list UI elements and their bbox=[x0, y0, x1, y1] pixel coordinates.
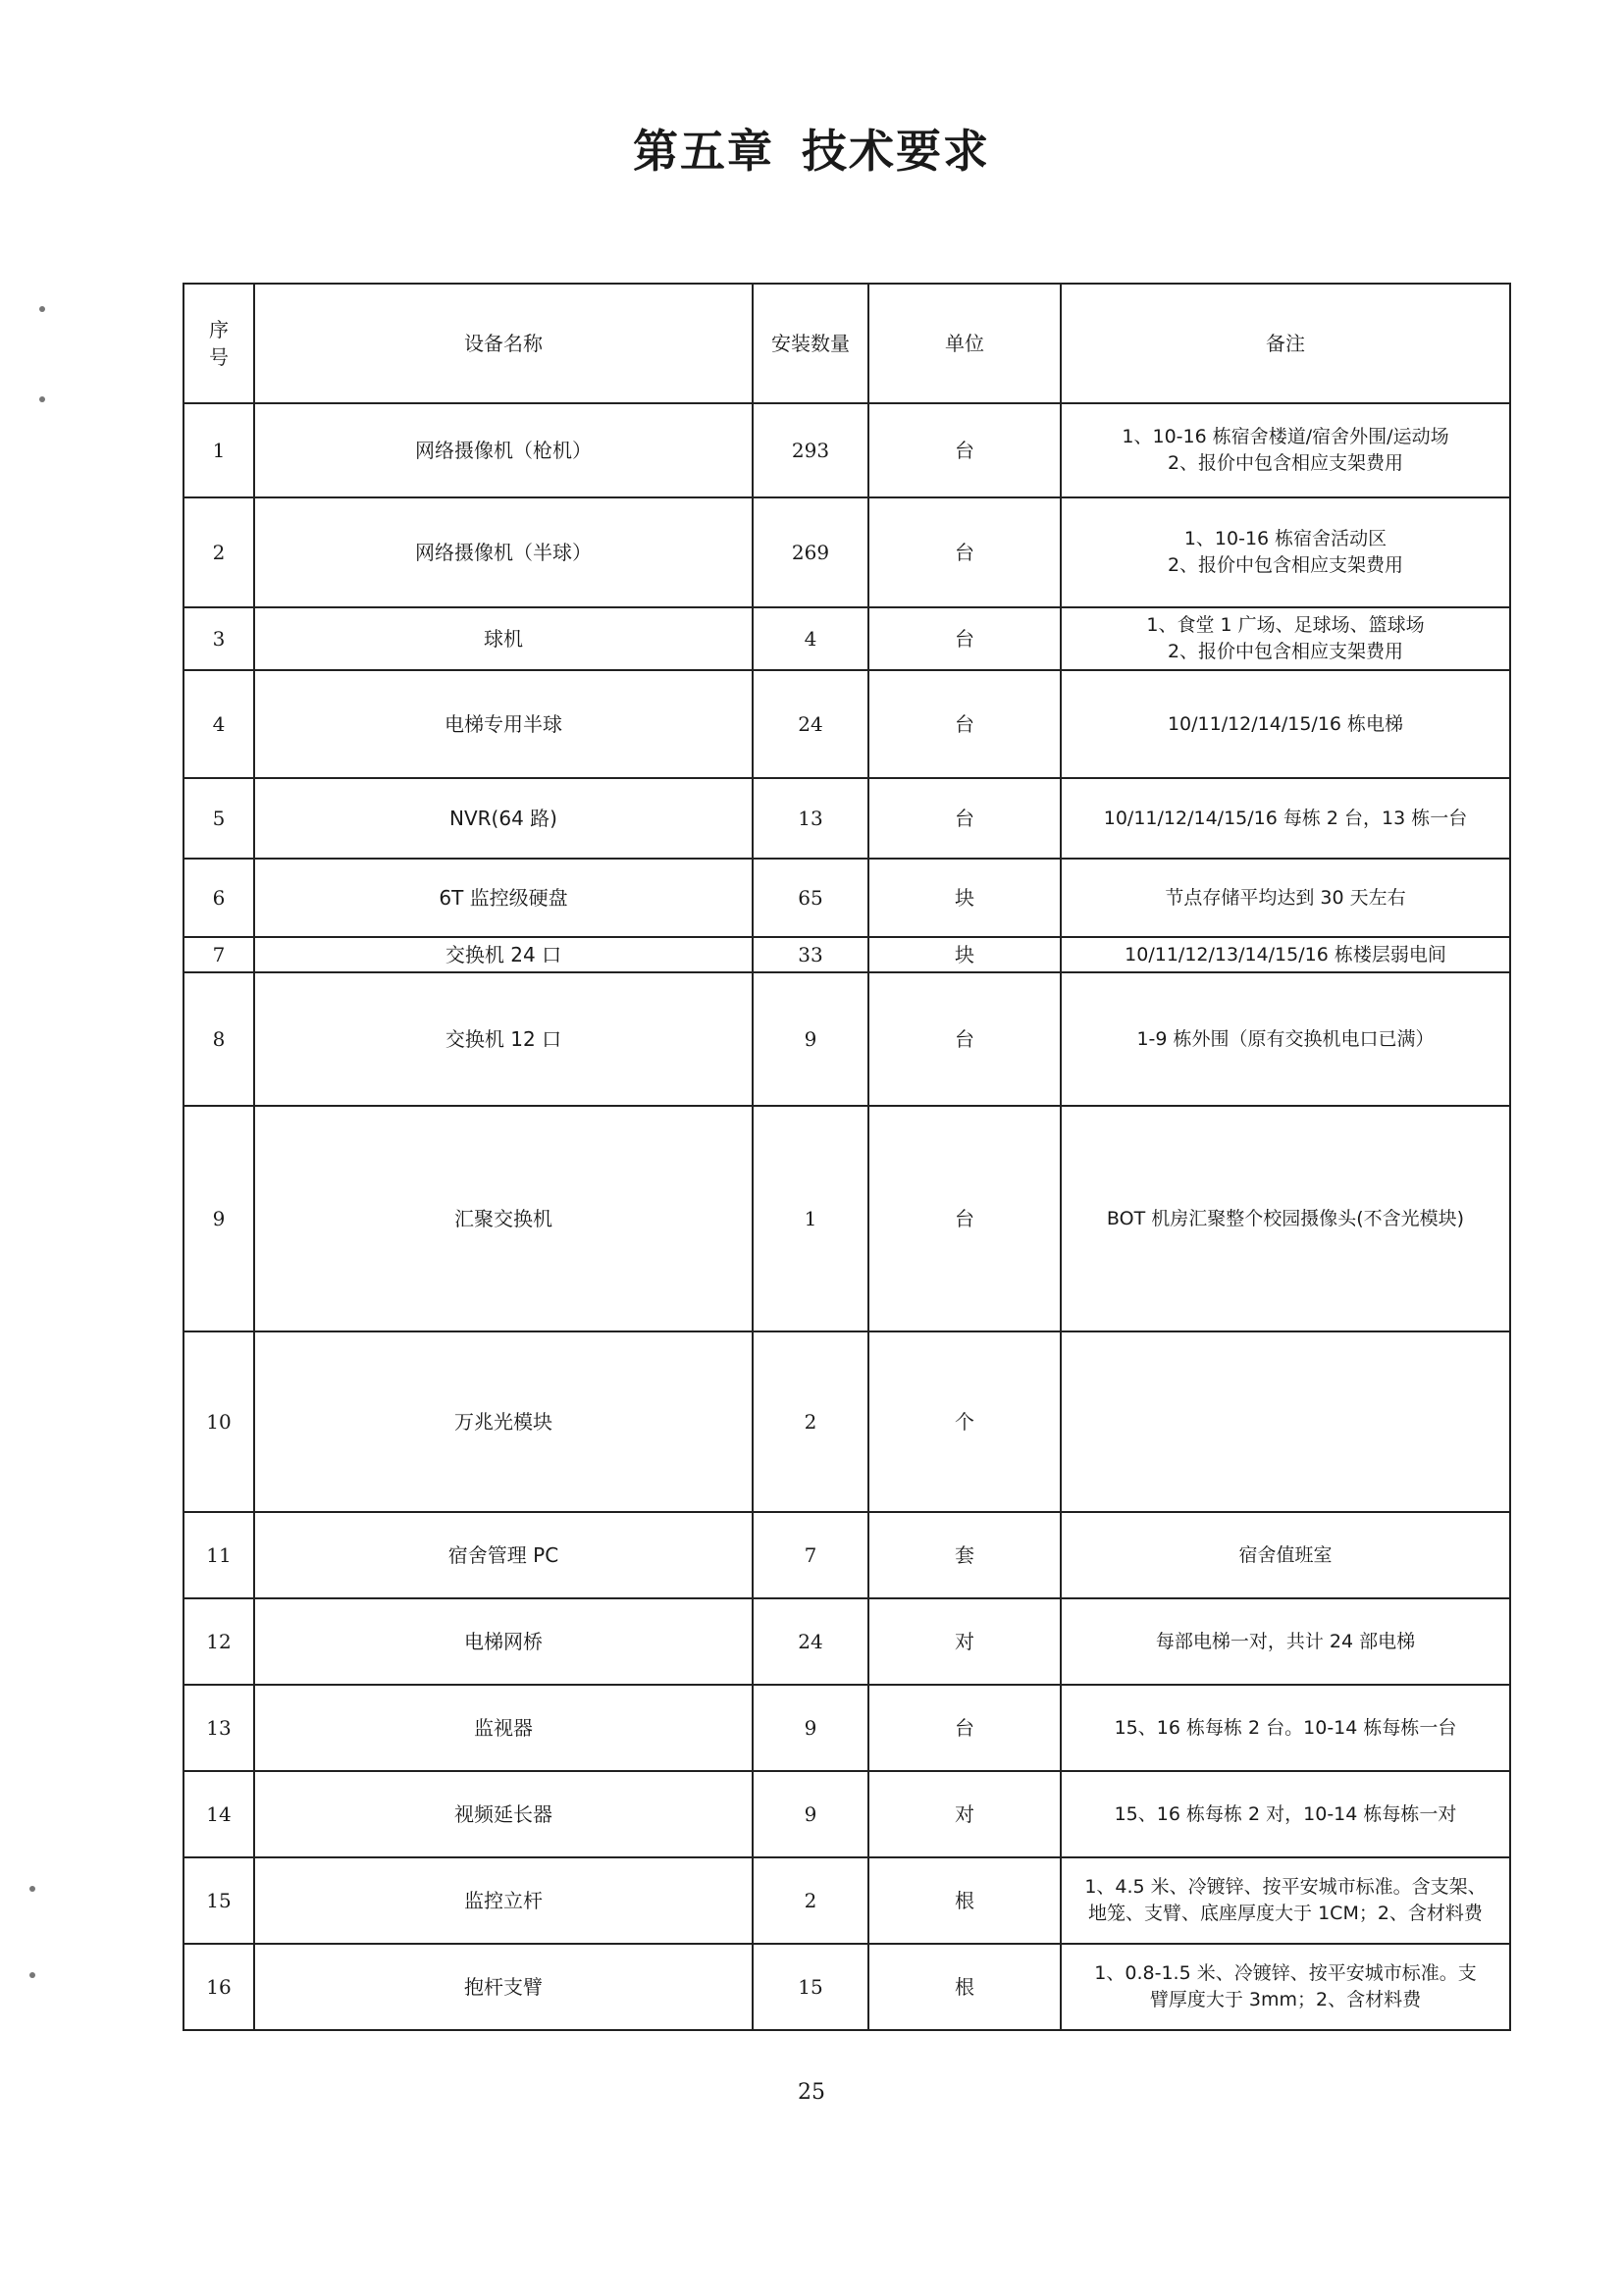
row-quantity: 269 bbox=[753, 497, 868, 607]
row-quantity: 293 bbox=[753, 403, 868, 497]
row-remark bbox=[1061, 1944, 1510, 2030]
table-row bbox=[183, 1944, 1510, 2030]
remark-line: 15、16 栋每栋 2 台。10-14 栋每栋一台 bbox=[1114, 1716, 1457, 1739]
remark-line: 2、报价中包含相应支架费用 bbox=[1167, 554, 1404, 576]
row-unit: 块 bbox=[868, 859, 1061, 937]
header-remark: 备注 bbox=[1061, 284, 1510, 403]
remark-line: 1、4.5 米、冷镀锌、按平安城市标准。含支架、 bbox=[1084, 1876, 1487, 1899]
row-equipment-name: NVR(64 路) bbox=[254, 778, 753, 859]
row-quantity: 24 bbox=[753, 1598, 868, 1685]
row-seq: 16 bbox=[183, 1944, 254, 2030]
row-equipment-name: 宿舍管理 PC bbox=[254, 1512, 753, 1598]
row-unit: 块 bbox=[868, 937, 1061, 972]
remark-line: 1、10-16 栋宿舍活动区 bbox=[1183, 528, 1387, 550]
chapter-number: 第五章 bbox=[633, 125, 774, 178]
remark-line: 宿舍值班室 bbox=[1238, 1543, 1333, 1566]
row-unit: 台 bbox=[868, 972, 1061, 1106]
row-unit: 台 bbox=[868, 670, 1061, 778]
row-seq: 8 bbox=[183, 972, 254, 1106]
table-row bbox=[183, 1771, 1510, 1857]
row-unit: 根 bbox=[868, 1857, 1061, 1944]
remark-line: 2、报价中包含相应支架费用 bbox=[1167, 641, 1404, 662]
row-equipment-name: 视频延长器 bbox=[254, 1771, 753, 1857]
row-equipment-name: 6T 监控级硬盘 bbox=[254, 859, 753, 937]
row-equipment-name: 电梯专用半球 bbox=[254, 670, 753, 778]
row-unit: 台 bbox=[868, 403, 1061, 497]
header-seq: 序 号 bbox=[183, 284, 254, 403]
remark-line: 2、报价中包含相应支架费用 bbox=[1167, 452, 1404, 474]
row-seq: 13 bbox=[183, 1685, 254, 1771]
scan-speck bbox=[29, 1972, 35, 1978]
remark-line: 节点存储平均达到 30 天左右 bbox=[1165, 886, 1406, 909]
row-unit: 台 bbox=[868, 778, 1061, 859]
row-unit: 对 bbox=[868, 1771, 1061, 1857]
table-row bbox=[183, 1598, 1510, 1685]
remark-line: 1、10-16 栋宿舍楼道/宿舍外围/运动场 bbox=[1122, 426, 1449, 448]
scan-speck bbox=[29, 1886, 35, 1892]
table-header-row bbox=[183, 284, 1510, 403]
row-seq: 6 bbox=[183, 859, 254, 937]
row-equipment-name: 万兆光模块 bbox=[254, 1331, 753, 1512]
row-equipment-name: 交换机 12 口 bbox=[254, 972, 753, 1106]
row-equipment-name: 汇聚交换机 bbox=[254, 1106, 753, 1331]
table-row bbox=[183, 1857, 1510, 1944]
remark-line: 10/11/12/14/15/16 每栋 2 台，13 栋一台 bbox=[1103, 807, 1468, 829]
row-quantity: 9 bbox=[753, 972, 868, 1106]
scan-speck bbox=[39, 306, 45, 312]
row-equipment-name: 网络摄像机（半球） bbox=[254, 497, 753, 607]
row-seq: 12 bbox=[183, 1598, 254, 1685]
row-unit: 台 bbox=[868, 497, 1061, 607]
remark-line: 10/11/12/13/14/15/16 栋楼层弱电间 bbox=[1125, 943, 1446, 965]
row-seq: 15 bbox=[183, 1857, 254, 1944]
row-remark bbox=[1061, 1598, 1510, 1685]
row-seq: 1 bbox=[183, 403, 254, 497]
row-seq: 14 bbox=[183, 1771, 254, 1857]
row-unit: 对 bbox=[868, 1598, 1061, 1685]
remark-line: 臂厚度大于 3mm；2、含材料费 bbox=[1149, 1989, 1422, 2010]
row-remark bbox=[1061, 1771, 1510, 1857]
row-equipment-name: 监控立杆 bbox=[254, 1857, 753, 1944]
row-equipment-name: 抱杆支臂 bbox=[254, 1944, 753, 2030]
row-remark bbox=[1061, 1512, 1510, 1598]
page-title bbox=[0, 116, 1623, 181]
table-row bbox=[183, 972, 1510, 1106]
table-row bbox=[183, 497, 1510, 607]
header-name: 设备名称 bbox=[254, 284, 753, 403]
row-equipment-name: 网络摄像机（枪机） bbox=[254, 403, 753, 497]
row-unit: 根 bbox=[868, 1944, 1061, 2030]
table-row bbox=[183, 1106, 1510, 1331]
row-remark bbox=[1061, 778, 1510, 859]
row-remark bbox=[1061, 859, 1510, 937]
table-row bbox=[183, 778, 1510, 859]
row-quantity: 13 bbox=[753, 778, 868, 859]
row-unit: 个 bbox=[868, 1331, 1061, 1512]
row-seq: 2 bbox=[183, 497, 254, 607]
row-remark bbox=[1061, 1857, 1510, 1944]
row-remark bbox=[1061, 937, 1510, 972]
table-row bbox=[183, 1512, 1510, 1598]
row-remark bbox=[1061, 1331, 1510, 1512]
row-equipment-name: 球机 bbox=[254, 607, 753, 670]
row-remark bbox=[1061, 403, 1510, 497]
row-remark bbox=[1061, 972, 1510, 1106]
remark-line: 地笼、支臂、底座厚度大于 1CM；2、含材料费 bbox=[1088, 1903, 1483, 1924]
row-quantity: 1 bbox=[753, 1106, 868, 1331]
equipment-table bbox=[183, 283, 1511, 2031]
row-seq: 7 bbox=[183, 937, 254, 972]
row-seq: 9 bbox=[183, 1106, 254, 1331]
row-quantity: 65 bbox=[753, 859, 868, 937]
row-quantity: 9 bbox=[753, 1685, 868, 1771]
row-remark bbox=[1061, 1106, 1510, 1331]
header-qty: 安装数量 bbox=[753, 284, 868, 403]
row-quantity: 2 bbox=[753, 1857, 868, 1944]
row-seq: 11 bbox=[183, 1512, 254, 1598]
table-row bbox=[183, 1685, 1510, 1771]
remark-line: 15、16 栋每栋 2 对，10-14 栋每栋一对 bbox=[1114, 1802, 1457, 1825]
row-unit: 台 bbox=[868, 1685, 1061, 1771]
remark-line: BOT 机房汇聚整个校园摄像头(不含光模块) bbox=[1106, 1207, 1465, 1229]
table-row bbox=[183, 607, 1510, 670]
row-remark bbox=[1061, 670, 1510, 778]
row-seq: 5 bbox=[183, 778, 254, 859]
row-seq: 10 bbox=[183, 1331, 254, 1512]
header-unit: 单位 bbox=[868, 284, 1061, 403]
row-quantity: 15 bbox=[753, 1944, 868, 2030]
scan-speck bbox=[39, 396, 45, 402]
row-quantity: 2 bbox=[753, 1331, 868, 1512]
row-seq: 4 bbox=[183, 670, 254, 778]
row-unit: 台 bbox=[868, 1106, 1061, 1331]
row-quantity: 24 bbox=[753, 670, 868, 778]
row-unit: 台 bbox=[868, 607, 1061, 670]
row-equipment-name: 监视器 bbox=[254, 1685, 753, 1771]
row-remark bbox=[1061, 497, 1510, 607]
row-equipment-name: 交换机 24 口 bbox=[254, 937, 753, 972]
table-row bbox=[183, 937, 1510, 972]
remark-line: 每部电梯一对，共计 24 部电梯 bbox=[1155, 1630, 1416, 1652]
remark-line: 1、食堂 1 广场、足球场、篮球场 bbox=[1146, 614, 1425, 637]
row-equipment-name: 电梯网桥 bbox=[254, 1598, 753, 1685]
row-quantity: 9 bbox=[753, 1771, 868, 1857]
remark-line: 1、0.8-1.5 米、冷镀锌、按平安城市标准。支 bbox=[1094, 1962, 1477, 1985]
table-row bbox=[183, 859, 1510, 937]
table-row bbox=[183, 670, 1510, 778]
row-remark bbox=[1061, 1685, 1510, 1771]
page-number: 25 bbox=[798, 2080, 825, 2105]
row-quantity: 7 bbox=[753, 1512, 868, 1598]
chapter-name: 技术要求 bbox=[802, 125, 990, 178]
row-quantity: 33 bbox=[753, 937, 868, 972]
row-quantity: 4 bbox=[753, 607, 868, 670]
row-seq: 3 bbox=[183, 607, 254, 670]
table-row bbox=[183, 403, 1510, 497]
remark-line: 1-9 栋外围（原有交换机电口已满） bbox=[1136, 1027, 1435, 1050]
table-row bbox=[183, 1331, 1510, 1512]
row-remark bbox=[1061, 607, 1510, 670]
remark-line: 10/11/12/14/15/16 栋电梯 bbox=[1167, 712, 1404, 735]
row-unit: 套 bbox=[868, 1512, 1061, 1598]
